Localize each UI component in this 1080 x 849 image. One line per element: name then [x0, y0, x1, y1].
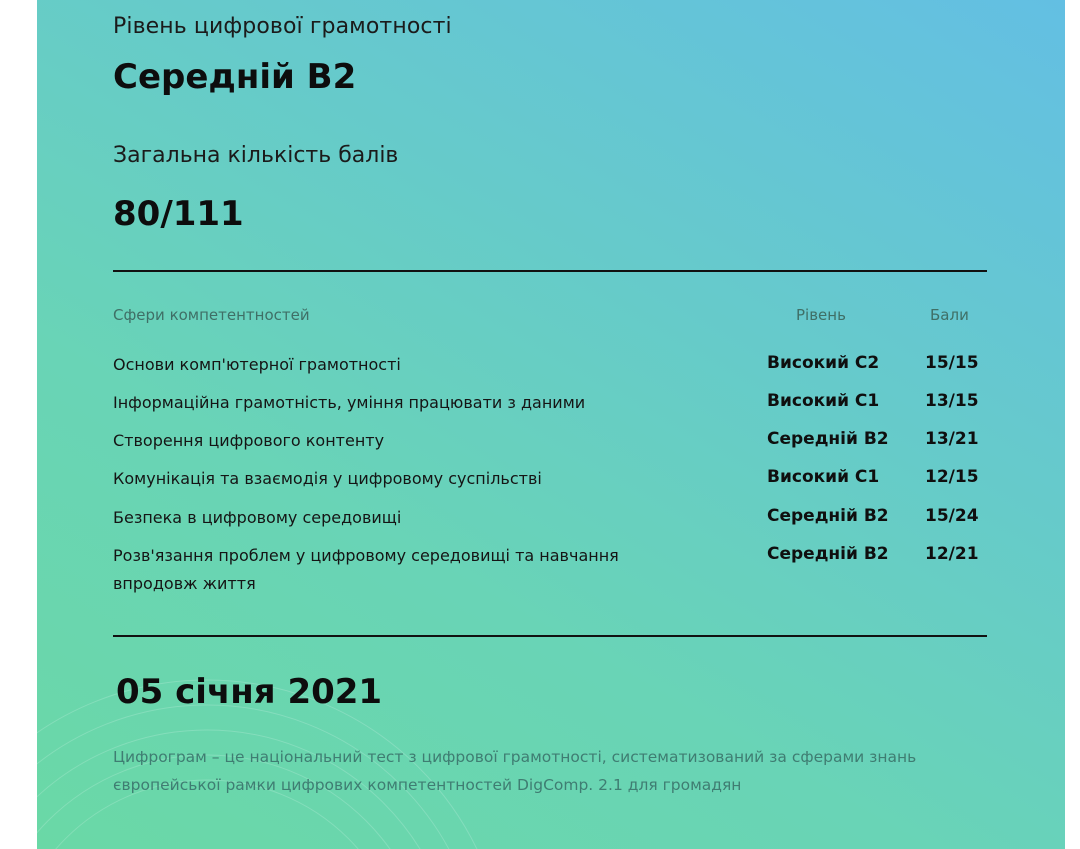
- header-level: Рівень: [796, 306, 846, 324]
- competence-area: Основи комп'ютерної грамотності: [113, 355, 401, 374]
- competence-level: Високий C1: [767, 391, 880, 411]
- header-score: Бали: [930, 306, 969, 324]
- footnote-description: Цифрограм – це національний тест з цифрової грамотності, систематизований за сферами знань європейської рамки цифрових компетентностей DigComp. 2.1 для громадян: [113, 748, 917, 794]
- competence-score: 13/21: [925, 429, 979, 449]
- test-date: 05 січня 2021: [116, 672, 383, 712]
- certificate-card: [37, 0, 1065, 849]
- digital-literacy-level-label: Рівень цифрової грамотності: [113, 14, 452, 39]
- digital-literacy-level-value: Середній B2: [113, 57, 357, 97]
- competence-area: Комунікація та взаємодія у цифровому суспільстві: [113, 469, 542, 488]
- competence-level: Високий C2: [767, 353, 880, 373]
- divider-top: [113, 270, 987, 272]
- total-score-value: 80/111: [113, 194, 244, 234]
- competence-area: Інформаційна грамотність, уміння працювати з даними: [113, 393, 586, 412]
- competence-score: 12/21: [925, 544, 979, 564]
- competence-score: 15/15: [925, 353, 979, 373]
- competence-area: Створення цифрового контенту: [113, 431, 385, 450]
- competence-score: 12/15: [925, 467, 979, 487]
- decorative-circles: [37, 0, 1065, 849]
- competence-level: Високий C1: [767, 467, 880, 487]
- competence-level: Середній B2: [767, 544, 889, 564]
- total-score-label: Загальна кількість балів: [113, 143, 399, 168]
- competence-area: Розв'язання проблем у цифровому середовищі та навчання впродовж життя: [113, 546, 619, 593]
- divider-bottom: [113, 635, 987, 637]
- competence-level: Середній B2: [767, 429, 889, 449]
- competence-score: 15/24: [925, 506, 979, 526]
- competence-score: 13/15: [925, 391, 979, 411]
- competence-level: Середній B2: [767, 506, 889, 526]
- header-competence-area: Сфери компетентностей: [113, 306, 310, 324]
- competence-area: Безпека в цифровому середовищі: [113, 508, 402, 527]
